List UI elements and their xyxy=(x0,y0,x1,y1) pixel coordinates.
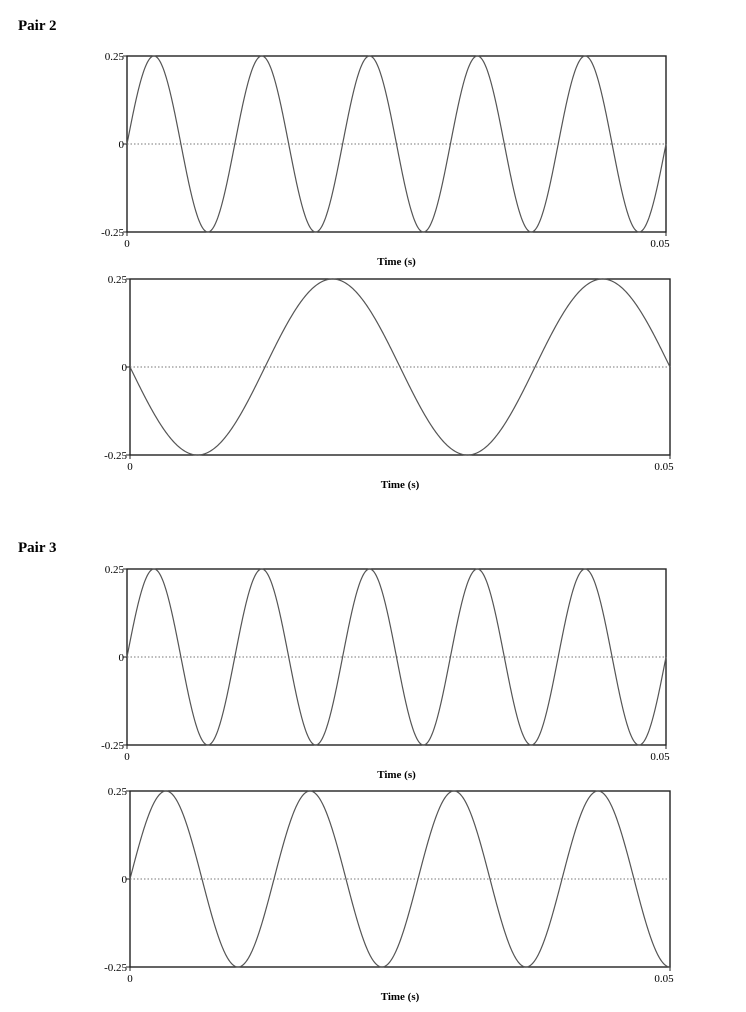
y-tick-label: -0.25 xyxy=(104,450,127,462)
x-tick-label: 0.05 xyxy=(650,238,670,250)
y-tick-label: 0.25 xyxy=(104,564,124,576)
x-axis-title: Time (s) xyxy=(380,479,420,491)
x-tick-label: 0 xyxy=(127,461,133,473)
y-tick-label: 0 xyxy=(121,362,127,374)
y-tick-label: -0.25 xyxy=(104,962,127,974)
x-axis-title: Time (s) xyxy=(380,991,420,1003)
y-tick-label: 0 xyxy=(121,874,127,886)
y-tick-label: 0 xyxy=(118,652,124,664)
y-tick-label: 0 xyxy=(118,139,124,151)
x-tick-label: 0 xyxy=(124,238,130,250)
y-tick-label: 0.25 xyxy=(107,786,127,798)
x-tick-label: 0.05 xyxy=(650,751,670,763)
y-tick-label: -0.25 xyxy=(101,227,124,239)
pair-2-chart-bottom xyxy=(92,268,690,500)
pair-2-chart-top xyxy=(92,45,686,277)
pair-3-heading: Pair 3 xyxy=(18,540,57,556)
x-tick-label: 0.05 xyxy=(654,973,674,985)
pair-3-chart-bottom xyxy=(92,780,690,1012)
y-tick-label: 0.25 xyxy=(104,51,124,63)
x-axis-title: Time (s) xyxy=(377,256,416,268)
y-tick-label: 0.25 xyxy=(107,274,127,286)
y-tick-label: -0.25 xyxy=(101,740,124,752)
x-axis-title: Time (s) xyxy=(377,769,416,781)
pair-3-chart-top xyxy=(92,558,686,790)
pair-2-heading: Pair 2 xyxy=(18,18,57,34)
x-tick-label: 0.05 xyxy=(654,461,674,473)
x-tick-label: 0 xyxy=(127,973,133,985)
x-tick-label: 0 xyxy=(124,751,130,763)
